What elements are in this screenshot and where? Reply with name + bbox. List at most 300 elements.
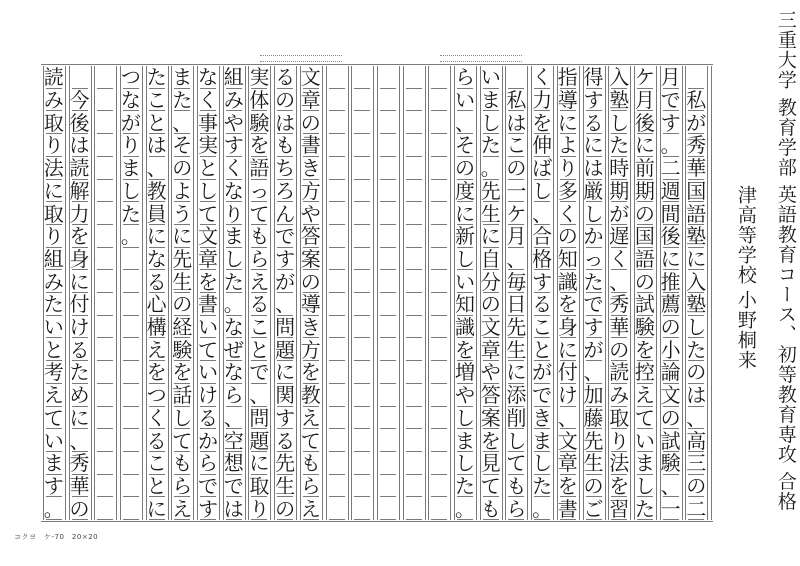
cell-tick bbox=[431, 224, 447, 225]
manuscript-char: に bbox=[557, 337, 578, 362]
manuscript-char: 論 bbox=[660, 360, 681, 385]
manuscript-char: 国 bbox=[634, 224, 655, 249]
manuscript-char: 事 bbox=[198, 110, 218, 135]
manuscript-char: で bbox=[532, 383, 553, 408]
manuscript-char: の bbox=[557, 224, 578, 249]
manuscript-char: ま bbox=[532, 428, 553, 453]
manuscript-char: 入 bbox=[609, 65, 630, 90]
manuscript-char: は bbox=[146, 133, 167, 158]
manuscript-char: み bbox=[43, 88, 64, 113]
cell-tick bbox=[329, 179, 345, 180]
manuscript-char: 遅 bbox=[609, 224, 630, 249]
cell-tick bbox=[406, 383, 422, 384]
column-rule bbox=[296, 66, 297, 520]
manuscript-char: 章 bbox=[557, 451, 578, 476]
manuscript-char: に bbox=[172, 224, 193, 249]
page-fold-mark bbox=[440, 55, 522, 62]
manuscript-char: め bbox=[69, 383, 90, 408]
manuscript-char: 書 bbox=[198, 292, 218, 317]
manuscript-char: し bbox=[198, 178, 218, 203]
manuscript-char: 構 bbox=[146, 315, 167, 340]
cell-tick bbox=[380, 315, 396, 316]
manuscript-char: 厳 bbox=[583, 178, 604, 203]
cell-tick bbox=[354, 406, 370, 407]
cell-tick bbox=[97, 292, 113, 293]
manuscript-char: い bbox=[455, 88, 475, 113]
cell-tick bbox=[329, 156, 345, 157]
manuscript-char: の bbox=[455, 156, 475, 181]
manuscript-char: 文 bbox=[557, 428, 578, 453]
cell-tick bbox=[329, 315, 345, 316]
manuscript-char: が bbox=[532, 360, 553, 385]
column-rule bbox=[527, 66, 528, 520]
manuscript-char: 付 bbox=[557, 360, 578, 385]
cell-tick bbox=[97, 133, 113, 134]
cell-tick bbox=[406, 110, 422, 111]
manuscript-char: え bbox=[634, 383, 655, 408]
manuscript-char: 想 bbox=[223, 451, 244, 476]
manuscript-char: い bbox=[198, 360, 218, 385]
manuscript-char: り bbox=[223, 201, 244, 226]
manuscript-char: 教 bbox=[300, 383, 321, 408]
manuscript-char: 今 bbox=[69, 88, 90, 113]
manuscript-char: 自 bbox=[480, 246, 501, 271]
manuscript-char: 。 bbox=[223, 292, 244, 317]
manuscript-char: に bbox=[249, 451, 270, 476]
manuscript-char: 小 bbox=[660, 337, 681, 362]
manuscript-char: ご bbox=[583, 496, 604, 521]
cell-tick bbox=[406, 451, 422, 452]
manuscript-char: に bbox=[455, 201, 475, 226]
manuscript-char: 伸 bbox=[532, 133, 553, 158]
manuscript-char: り bbox=[609, 428, 630, 453]
manuscript-char: こ bbox=[146, 88, 167, 113]
manuscript-char: 試 bbox=[660, 428, 681, 453]
manuscript-char: こ bbox=[146, 451, 167, 476]
manuscript-char: ん bbox=[275, 201, 296, 226]
cell-tick bbox=[329, 88, 345, 89]
manuscript-char: 生 bbox=[275, 473, 296, 498]
manuscript-char: で bbox=[223, 473, 244, 498]
manuscript-char: す bbox=[583, 88, 604, 113]
manuscript-char: 先 bbox=[480, 178, 501, 203]
cell-tick bbox=[123, 292, 139, 293]
manuscript-char: は bbox=[275, 110, 296, 135]
cell-tick bbox=[406, 88, 422, 89]
header-name: 小野桐来 bbox=[734, 290, 757, 370]
manuscript-char: 文 bbox=[480, 315, 501, 340]
manuscript-char: に bbox=[686, 246, 707, 271]
column-rule bbox=[348, 66, 349, 520]
manuscript-char: 一 bbox=[660, 496, 681, 521]
manuscript-char: つ bbox=[120, 65, 141, 90]
column-rule bbox=[707, 66, 708, 520]
manuscript-char: く bbox=[609, 246, 630, 271]
manuscript-char: 取 bbox=[43, 110, 64, 135]
cell-tick bbox=[431, 292, 447, 293]
manuscript-char: 取 bbox=[249, 473, 270, 498]
manuscript-char: 私 bbox=[686, 88, 707, 113]
cell-tick bbox=[406, 224, 422, 225]
manuscript-char: て bbox=[198, 201, 218, 226]
manuscript-char: 話 bbox=[172, 383, 193, 408]
manuscript-char: 知 bbox=[557, 246, 578, 271]
cell-tick bbox=[123, 337, 139, 338]
manuscript-char: て bbox=[634, 405, 655, 430]
manuscript-char: 書 bbox=[557, 496, 578, 521]
manuscript-char: て bbox=[43, 405, 64, 430]
header-school: 津高等学校 bbox=[734, 185, 757, 285]
manuscript-char: 語 bbox=[686, 201, 707, 226]
manuscript-char: つ bbox=[146, 383, 167, 408]
manuscript-char: ま bbox=[120, 156, 141, 181]
column-rule bbox=[399, 66, 400, 520]
cell-tick bbox=[97, 383, 113, 384]
manuscript-char: ま bbox=[43, 451, 64, 476]
manuscript-char: し bbox=[455, 451, 475, 476]
manuscript-char: に bbox=[480, 224, 501, 249]
manuscript-char: 題 bbox=[249, 428, 270, 453]
manuscript-char: 付 bbox=[69, 292, 90, 317]
manuscript-char: た bbox=[455, 473, 475, 498]
manuscript-char: 、 bbox=[249, 383, 270, 408]
manuscript-char: を bbox=[532, 110, 553, 135]
column-rule bbox=[502, 66, 503, 520]
cell-tick bbox=[406, 474, 422, 475]
manuscript-char: も bbox=[506, 473, 527, 498]
manuscript-char: ケ bbox=[506, 201, 527, 226]
manuscript-char: 、 bbox=[609, 269, 630, 294]
cell-tick bbox=[406, 360, 422, 361]
manuscript-char: み bbox=[223, 88, 244, 113]
cell-tick bbox=[97, 201, 113, 202]
cell-tick bbox=[329, 519, 345, 520]
manuscript-char: の bbox=[69, 496, 90, 521]
cell-tick bbox=[380, 269, 396, 270]
manuscript-char: 。 bbox=[532, 496, 553, 521]
manuscript-char: し bbox=[634, 473, 655, 498]
manuscript-char: け bbox=[69, 315, 90, 340]
manuscript-char: か bbox=[198, 428, 218, 453]
cell-tick bbox=[354, 315, 370, 316]
cell-tick bbox=[354, 474, 370, 475]
manuscript-char: そ bbox=[172, 133, 193, 158]
manuscript-char: 秀 bbox=[69, 451, 90, 476]
cell-tick bbox=[354, 247, 370, 248]
manuscript-char: を bbox=[634, 337, 655, 362]
manuscript-char: 推 bbox=[660, 269, 681, 294]
manuscript-char: 知 bbox=[455, 292, 475, 317]
cell-tick bbox=[354, 496, 370, 497]
manuscript-char: る bbox=[275, 65, 296, 90]
manuscript-char: く bbox=[198, 88, 218, 113]
manuscript-char: や bbox=[223, 110, 244, 135]
manuscript-char: 三 bbox=[686, 451, 707, 476]
cell-tick bbox=[329, 451, 345, 452]
cell-tick bbox=[329, 474, 345, 475]
manuscript-char: 後 bbox=[69, 110, 90, 135]
manuscript-char: 取 bbox=[43, 201, 64, 226]
manuscript-char: ま bbox=[455, 428, 475, 453]
manuscript-char: で bbox=[583, 292, 604, 317]
manuscript-char: 実 bbox=[249, 65, 270, 90]
cell-tick bbox=[406, 247, 422, 248]
manuscript-char: で bbox=[249, 360, 270, 385]
manuscript-char: 見 bbox=[480, 451, 501, 476]
cell-tick bbox=[329, 428, 345, 429]
manuscript-char: 取 bbox=[609, 405, 630, 430]
manuscript-char: 身 bbox=[69, 246, 90, 271]
manuscript-char: た bbox=[609, 133, 630, 158]
manuscript-char: 新 bbox=[455, 224, 475, 249]
manuscript-char: 月 bbox=[660, 65, 681, 90]
manuscript-char: 週 bbox=[660, 178, 681, 203]
manuscript-char: が bbox=[609, 201, 630, 226]
cell-tick bbox=[406, 201, 422, 202]
manuscript-char: 験 bbox=[634, 315, 655, 340]
cell-tick bbox=[406, 337, 422, 338]
manuscript-char: 秀 bbox=[686, 133, 707, 158]
manuscript-char: を bbox=[557, 292, 578, 317]
manuscript-char: る bbox=[275, 428, 296, 453]
manuscript-char: る bbox=[583, 110, 604, 135]
cell-tick bbox=[123, 519, 139, 520]
manuscript-char: ら bbox=[198, 451, 218, 476]
column-rule bbox=[322, 66, 323, 520]
manuscript-char: が bbox=[120, 110, 141, 135]
manuscript-char: 法 bbox=[43, 156, 64, 181]
manuscript-char: た bbox=[43, 292, 64, 317]
manuscript-char: 組 bbox=[43, 246, 64, 271]
manuscript-char: し bbox=[506, 428, 527, 453]
cell-tick bbox=[97, 496, 113, 497]
manuscript-char: し bbox=[120, 178, 141, 203]
manuscript-char: 。 bbox=[120, 224, 141, 249]
manuscript-char: は bbox=[583, 156, 604, 181]
manuscript-char: ぜ bbox=[223, 337, 244, 362]
manuscript-char: と bbox=[198, 156, 218, 181]
manuscript-char: 章 bbox=[198, 246, 218, 271]
column-rule bbox=[116, 66, 117, 520]
cell-tick bbox=[406, 269, 422, 270]
manuscript-char: て bbox=[172, 428, 193, 453]
manuscript-char: た bbox=[223, 269, 244, 294]
cell-tick bbox=[97, 360, 113, 361]
cell-tick bbox=[380, 428, 396, 429]
manuscript-char: 二 bbox=[686, 496, 707, 521]
column-rule bbox=[605, 66, 606, 520]
manuscript-char: す bbox=[275, 246, 296, 271]
manuscript-char: を bbox=[249, 133, 270, 158]
manuscript-char: り bbox=[43, 133, 64, 158]
manuscript-char: の bbox=[275, 88, 296, 113]
manuscript-char: に bbox=[43, 178, 64, 203]
cell-tick bbox=[431, 179, 447, 180]
manuscript-char: 前 bbox=[634, 156, 655, 181]
manuscript-char: 、 bbox=[532, 201, 553, 226]
manuscript-char: 藤 bbox=[583, 405, 604, 430]
manuscript-char: み bbox=[43, 269, 64, 294]
manuscript-char: た bbox=[172, 88, 193, 113]
manuscript-char: 分 bbox=[480, 269, 501, 294]
manuscript-char: 秀 bbox=[609, 292, 630, 317]
column-rule bbox=[142, 66, 143, 520]
manuscript-char: 文 bbox=[300, 65, 321, 90]
manuscript-char: 導 bbox=[300, 292, 321, 317]
manuscript-char: い bbox=[480, 65, 501, 90]
manuscript-char: 塾 bbox=[609, 88, 630, 113]
cell-tick bbox=[406, 315, 422, 316]
manuscript-char: こ bbox=[506, 133, 527, 158]
manuscript-char: 案 bbox=[480, 405, 501, 430]
manuscript-char: 習 bbox=[609, 496, 630, 521]
manuscript-char: 得 bbox=[583, 65, 604, 90]
column-rule bbox=[630, 66, 631, 520]
manuscript-char: で bbox=[198, 473, 218, 498]
column-rule bbox=[579, 66, 580, 520]
cell-tick bbox=[431, 337, 447, 338]
manuscript-char: に bbox=[146, 496, 167, 521]
column-rule bbox=[91, 66, 92, 520]
manuscript-char: 答 bbox=[300, 224, 321, 249]
manuscript-char: 験 bbox=[249, 110, 270, 135]
manuscript-char: し bbox=[609, 110, 630, 135]
manuscript-char: し bbox=[583, 201, 604, 226]
cell-tick bbox=[97, 474, 113, 475]
manuscript-char: の bbox=[660, 405, 681, 430]
manuscript-char: を bbox=[146, 360, 167, 385]
manuscript-char: の bbox=[172, 292, 193, 317]
manuscript-char: え bbox=[146, 337, 167, 362]
manuscript-char: 指 bbox=[557, 65, 578, 90]
manuscript-char: ら bbox=[506, 496, 527, 521]
manuscript-char: き bbox=[300, 156, 321, 181]
cell-tick bbox=[431, 156, 447, 157]
cell-tick bbox=[431, 519, 447, 520]
manuscript-char: 体 bbox=[249, 88, 270, 113]
manuscript-char: の bbox=[609, 337, 630, 362]
manuscript-char: 日 bbox=[506, 292, 527, 317]
column-rule bbox=[476, 66, 477, 520]
manuscript-char: 考 bbox=[43, 360, 64, 385]
page-fold-mark bbox=[260, 55, 342, 62]
manuscript-char: る bbox=[249, 292, 270, 317]
manuscript-char: た bbox=[146, 65, 167, 90]
cell-tick bbox=[123, 474, 139, 475]
manuscript-char: の bbox=[660, 315, 681, 340]
manuscript-char: す bbox=[223, 133, 244, 158]
manuscript-char: や bbox=[455, 383, 475, 408]
manuscript-char: 組 bbox=[223, 65, 244, 90]
cell-tick bbox=[354, 224, 370, 225]
manuscript-char: っ bbox=[249, 178, 270, 203]
manuscript-char: に bbox=[69, 405, 90, 430]
manuscript-char: の bbox=[686, 473, 707, 498]
manuscript-char: も bbox=[275, 133, 296, 158]
manuscript-char: し bbox=[172, 405, 193, 430]
manuscript-char: し bbox=[223, 246, 244, 271]
cell-tick bbox=[329, 269, 345, 270]
manuscript-char: 国 bbox=[686, 178, 707, 203]
column-rule bbox=[219, 66, 220, 520]
column-rule bbox=[94, 66, 95, 520]
manuscript-char: 先 bbox=[583, 428, 604, 453]
cell-tick bbox=[431, 451, 447, 452]
manuscript-char: 、 bbox=[455, 110, 475, 135]
manuscript-char: け bbox=[557, 383, 578, 408]
cell-tick bbox=[380, 337, 396, 338]
manuscript-char: 。 bbox=[43, 496, 64, 521]
manuscript-char: 高 bbox=[686, 428, 707, 453]
manuscript-char: に bbox=[146, 224, 167, 249]
manuscript-char: に bbox=[660, 246, 681, 271]
manuscript-char: い bbox=[198, 315, 218, 340]
manuscript-char: な bbox=[120, 88, 141, 113]
manuscript-char: 章 bbox=[480, 337, 501, 362]
manuscript-char: 問 bbox=[275, 315, 296, 340]
manuscript-char: っ bbox=[583, 246, 604, 271]
frame-bottom bbox=[41, 521, 713, 522]
manuscript-char: 。 bbox=[660, 133, 681, 158]
manuscript-char: し bbox=[532, 451, 553, 476]
cell-tick bbox=[431, 406, 447, 407]
column-rule bbox=[425, 66, 426, 520]
manuscript-char: 問 bbox=[249, 405, 270, 430]
manuscript-char: 。 bbox=[480, 156, 501, 181]
manuscript-char: が bbox=[275, 269, 296, 294]
manuscript-char: た bbox=[686, 337, 707, 362]
cell-tick bbox=[97, 247, 113, 248]
cell-tick bbox=[380, 451, 396, 452]
manuscript-char: 生 bbox=[583, 451, 604, 476]
cell-tick bbox=[354, 179, 370, 180]
manuscript-char: 合 bbox=[532, 224, 553, 249]
manuscript-char: を bbox=[198, 269, 218, 294]
manuscript-char: 私 bbox=[506, 88, 527, 113]
cell-tick bbox=[380, 406, 396, 407]
cell-tick bbox=[354, 156, 370, 157]
cell-tick bbox=[380, 133, 396, 134]
manuscript-char: き bbox=[300, 315, 321, 340]
manuscript-char: え bbox=[249, 269, 270, 294]
cell-tick bbox=[406, 406, 422, 407]
manuscript-char: 教 bbox=[146, 178, 167, 203]
manuscript-char: を bbox=[455, 337, 475, 362]
cell-tick bbox=[123, 428, 139, 429]
manuscript-char: 案 bbox=[300, 246, 321, 271]
manuscript-char: 時 bbox=[609, 156, 630, 181]
manuscript-char: ら bbox=[172, 473, 193, 498]
cell-tick bbox=[97, 337, 113, 338]
manuscript-char: に bbox=[634, 133, 655, 158]
cell-tick bbox=[329, 201, 345, 202]
cell-tick bbox=[329, 360, 345, 361]
manuscript-char: 華 bbox=[69, 473, 90, 498]
cell-tick bbox=[380, 383, 396, 384]
cell-tick bbox=[97, 406, 113, 407]
cell-tick bbox=[123, 315, 139, 316]
manuscript-char: 塾 bbox=[686, 292, 707, 317]
manuscript-char: の bbox=[506, 156, 527, 181]
cell-tick bbox=[380, 474, 396, 475]
manuscript-char: の bbox=[634, 201, 655, 226]
manuscript-char: 生 bbox=[172, 269, 193, 294]
column-rule bbox=[326, 66, 327, 520]
manuscript-char: 識 bbox=[455, 315, 475, 340]
manuscript-char: を bbox=[172, 360, 193, 385]
manuscript-char: 控 bbox=[634, 360, 655, 385]
manuscript-char: な bbox=[198, 65, 218, 90]
